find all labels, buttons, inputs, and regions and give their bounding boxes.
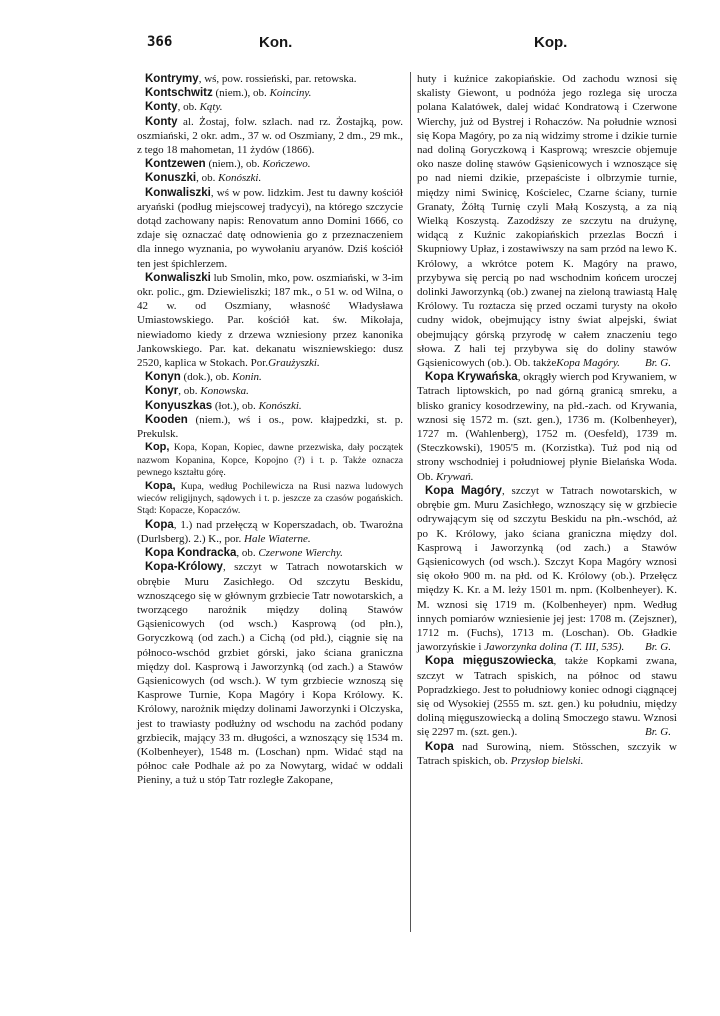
dictionary-entry [137, 546, 403, 560]
entry-headword: Kopa Kondracka [145, 547, 237, 560]
author-signature: Br. G. [645, 641, 671, 654]
author-signature: Br. G. [645, 726, 671, 739]
entry-headword: Konty [145, 115, 178, 128]
entry-text: , także Kopkami zwana, szczyt w Tatrach spiskich, na północ od stawu Popradzkiego. Jest to południowy koniec odnogi ciągnącej się od Wysokiej (2555 m. szt. gen.) ku południu, między doliną mięguszowiecką a doliną Smoczego stawu. Wznosi się 2297 m. (szt. gen.). [417, 655, 677, 739]
dictionary-entry [137, 370, 403, 384]
cross-reference: Koinciny. [269, 87, 312, 100]
entry-text: , ob. [196, 172, 219, 185]
dictionary-entry [137, 86, 403, 100]
cross-reference: Przysłop bielski. [510, 754, 584, 767]
entry-headword: Kopa [145, 518, 174, 531]
entry-headword: Kopa, [145, 479, 176, 492]
entry-text: , okrągły wierch pod Krywaniem, w Tatrach liptowskich, po nad górną granicą smreku, a blisko granicy kosodrzewiny, na płd.-zach. od Krywania, wznosi się 1572 m. (szt. gen.), 1736 m. (Kolbenheyer), 1727 m. (Wahlenberg), 1752 m. (Oesfeld), 1739 m. (Steczkowski), 1905'5 m. (Korzistka). Tuż pod nią od strony wschodniej i południowej płynie Bielańska Woda. Ob. [417, 371, 677, 483]
entry-headword: Kop, [145, 441, 170, 454]
dictionary-entry [137, 560, 403, 787]
entry-text: , wś w pow. lidzkim. Jest tu dawny kościół aryański (podług miejscowej tradycyi), na którego szczycie dotąd zachowany napis: Renovatum anno Domini 1666, co zdaje się oznaczać datę odnowienia go z przeznaczeniem dla innego wyznania, po wywołaniu aryanów. Dziś kościół ten jest śpichlerzem. [137, 186, 403, 270]
cross-reference: Jaworzynka dolina (T. III, 535). [484, 641, 625, 654]
dictionary-entry [137, 100, 403, 114]
dictionary-entry [137, 518, 403, 546]
dictionary-entry [137, 186, 403, 271]
cross-reference: Krywań. [435, 470, 474, 483]
entry-headword: Kopa-Królowy [145, 561, 223, 574]
left-running-head: Kon. [259, 34, 293, 51]
dictionary-entry [137, 271, 403, 370]
author-signature: Br. G. [645, 357, 671, 370]
cross-reference: Konin. [232, 371, 262, 384]
right-running-head: Kop. [534, 34, 568, 51]
dictionary-entry [417, 740, 677, 768]
entry-headword: Kopa [425, 740, 454, 753]
entry-text: , wś, pow. rossieński, par. retowska. [198, 73, 357, 85]
entry-text: al. Żostaj, folw. szlach. nad rz. Żostajką, pow. oszmiański, 2 okr. adm., 37 w. od Oszmiany, 2 dm., 29 mk., z tego 18 mahometan, 11 żydów (1866). [137, 115, 403, 157]
dictionary-entry [137, 115, 403, 158]
dictionary-entry [137, 72, 403, 86]
dictionary-entry [137, 157, 403, 171]
entry-text: (niem.), ob. [212, 87, 270, 100]
entry-text: , szczyt w Tatrach nowotarskich w obrębie Muru Zasichłego. Od szczytu Beskidu, wznoszącego się w głównym grzbiecie Tatr nowotarskich, a tworzącego narożnik między doliną Stawów Gąsienicowych (od wsch.) Kasprową (od płn.), Goryczkową (od zach.) a Cichą (od płd.), ciągnie się na północo-wschód grzbiet górski, jako ściana graniczna między dol. Kasprową i Jaworzynką (od zach.) a Stawów Gąsienicowych (od wsch.). W tym grzbiecie wznoszą się Kasprowe Turnie, Kopa Magóry i Kopa Królowy. K. Królowy, narożnik między dolinami Jaworzynki i Olczyska, jest to trawiasty podłużny od wschodu na zachód podany grzbiecik, mający 33 m. długości, a wznoszący się 1534 m. (Kolbenheyer), 1548 m. (Loschan) npm. Widać stąd na północ całe Podhale aż po za Nowytarg, widać w oddali Pieniny, a tuż u stóp Tatr rozległe Zakopane, [137, 561, 403, 787]
cross-reference: Czerwone Wierchy. [258, 547, 343, 560]
entry-text: huty i kuźnice zakopiańskie. Od zachodu wznosi się skalisty Giewont, u podnóża jego rozlega się urocza polana Kalatówek, dalej widać Kondratową i Czerwone Wierchy, już od Bystrej i Rohaczów. Na południe wznosi się Kopa Magóry, po za nią widzimy strome i dzikie turnie nad doliną Goryczkową i Kasprową; wreszcie objemuje oko nasze dolinę stawów Gąsienicowych i wznoszące się po nad niemi dzikie, przepaściste i olbrzymie turnie, między nimi Swinicę, Kościelec, Czarne ściany, turnie Granaty, Żółtą Turnię czyli Małą Koszystą, a za nią Wielką Koszystą. Zazodźszy ze szczytu na drużynę, widącą z Kuźnic zakopiańskich przezlas Boczń i Skupniowy Upłaz, i zostawiwszy na sam przód na lewo K. Królowy, a wkrótce potem K. Magóry na prawo, przybywa się percią po nad wschodnim końcem uroczej dolinki Jaworzynką (ob.) zwanej na zieloną trawiastą Halę Królowy. Tu roztacza się przed oczami turysty na około cudny widok, obejmujący istny świat alpejski, świat obejmujący górską przyrodę w całem znaczeniu tego słowa. Z hali tej przybywa się do doliny stawów Gąsienicowych (ob.). Ob. także [417, 73, 677, 370]
column-divider [410, 72, 411, 932]
cross-reference: Kończewo. [262, 158, 311, 171]
entry-text: (niem.), ob. [205, 158, 263, 171]
dictionary-entry [417, 654, 677, 739]
entry-headword: Konyr [145, 385, 179, 398]
entry-text: , szczyt w Tatrach nowotarskich, w obrębie gm. Muru Zasichłego, wznoszący się w grzbiecie odrywającym się od szczytu Beskidu na płn.-wschód, aż po K. Królowy, jako ściana graniczna między dol. Kasprową i Jaworzynką (od zach.) a Stawów Gąsienicowych (od wsch.). Szczyt Kopa Magóry wznosi się około 900 m. na płd. od K. Królowy (ob.). Przełęcz między K. Kr. a M. leży 1501 m. npm. (Kolbenheyer). K. M. wznosi się 1719 m. (Kolbenheyer) npm. Według innych pomiarów wzniesienie jej jest: 1708 m. (Zejszner), 1712 m. (Fuchs), 1713 m. (Loschan). Ob. Gładkie jaworzyńskie i [417, 484, 677, 654]
page-number: 366 [147, 34, 173, 50]
entry-headword: Konwaliszki [145, 186, 211, 199]
entry-text: nad Surowiną, niem. Stösschen, szczyik w Tatrach spiskich, ob. [417, 740, 677, 767]
dictionary-entry [417, 484, 677, 654]
cross-reference: Konószki. [258, 399, 302, 412]
entry-headword: Kopa Krywańska [425, 371, 518, 384]
cross-reference: Hale Wiaterne. [244, 532, 311, 545]
entry-headword: Kontschwitz [145, 87, 213, 100]
entry-text: lub Smolin, mko, pow. oszmiański, w 3-im okr. polic., gm. Dziewieliszki; 187 mk., o 51 w. od Wilna, o 42 w. od Oszmiany, własność Władysława Umiastowskiego. Par. kościół kat. św. Mikołaja, niewiadomo kiedy z drzewa wzniesiony przez kanonika Jankowskiego. Par. kat. dekanatu wiszniewskiego: dusz 2520, kaplica w Stokach. Por. [137, 271, 403, 370]
entry-text: (niem.), wś i os., pow. kłajpedzki, st. p. Prekulsk. [137, 413, 403, 441]
entry-headword: Kontzewen [145, 158, 206, 171]
entry-text: Kopa, Kopan, Kopiec, dawne przezwiska, dały początek nazwom Kopanina, Kopce, Kopojno (?) i t. p. Także oznacza pewnego kształtu górę. [137, 442, 403, 479]
cross-reference: Kopa Magóry. [556, 357, 620, 370]
dictionary-entry [137, 399, 403, 413]
dictionary-entry [137, 441, 403, 479]
cross-reference: Konószki. [218, 172, 262, 185]
entry-headword: Konwaliszki [145, 271, 211, 284]
dictionary-entry [137, 384, 403, 398]
entry-headword: Konty [145, 101, 178, 114]
entry-headword: Konyn [145, 371, 181, 384]
entry-headword: Kontrymy [145, 73, 199, 85]
running-header [0, 34, 720, 56]
right-column [417, 72, 677, 768]
entry-text: , ob. [178, 385, 201, 398]
dictionary-entry [137, 171, 403, 185]
entry-text: Kupa, według Pochilewicza na Rusi nazwa ludowych wieców religijnych, sądowych i t. p. jeszcze za czasów pogańskich. Stąd: Kopacze, Kopaczów. [137, 480, 403, 517]
entry-text: , 1.) nad przełęczą w Koperszadach, ob. Twarożna (Durlsberg). 2.) K., por. [137, 518, 403, 545]
cross-reference: Kąty. [199, 101, 223, 114]
entry-headword: Konuszki [145, 172, 197, 185]
dictionary-entry [417, 370, 677, 484]
left-column [137, 72, 403, 788]
entry-headword: Kopa Magóry [425, 484, 502, 497]
cross-reference: Graużyszki. [268, 357, 320, 370]
entry-headword: Konyuszkas [145, 399, 213, 412]
entry-text: (łot.), ob. [212, 399, 259, 412]
dictionary-entry [417, 72, 677, 370]
entry-headword: Kopa mięguszowiecka [425, 655, 554, 668]
dictionary-entry [137, 413, 403, 441]
entry-text: (dok.), ob. [180, 371, 233, 384]
entry-text: , ob. [236, 547, 259, 560]
cross-reference: Konowska. [200, 385, 249, 398]
entry-text: , ob. [177, 101, 200, 114]
entry-headword: Kooden [145, 413, 188, 426]
dictionary-entry [137, 480, 403, 518]
